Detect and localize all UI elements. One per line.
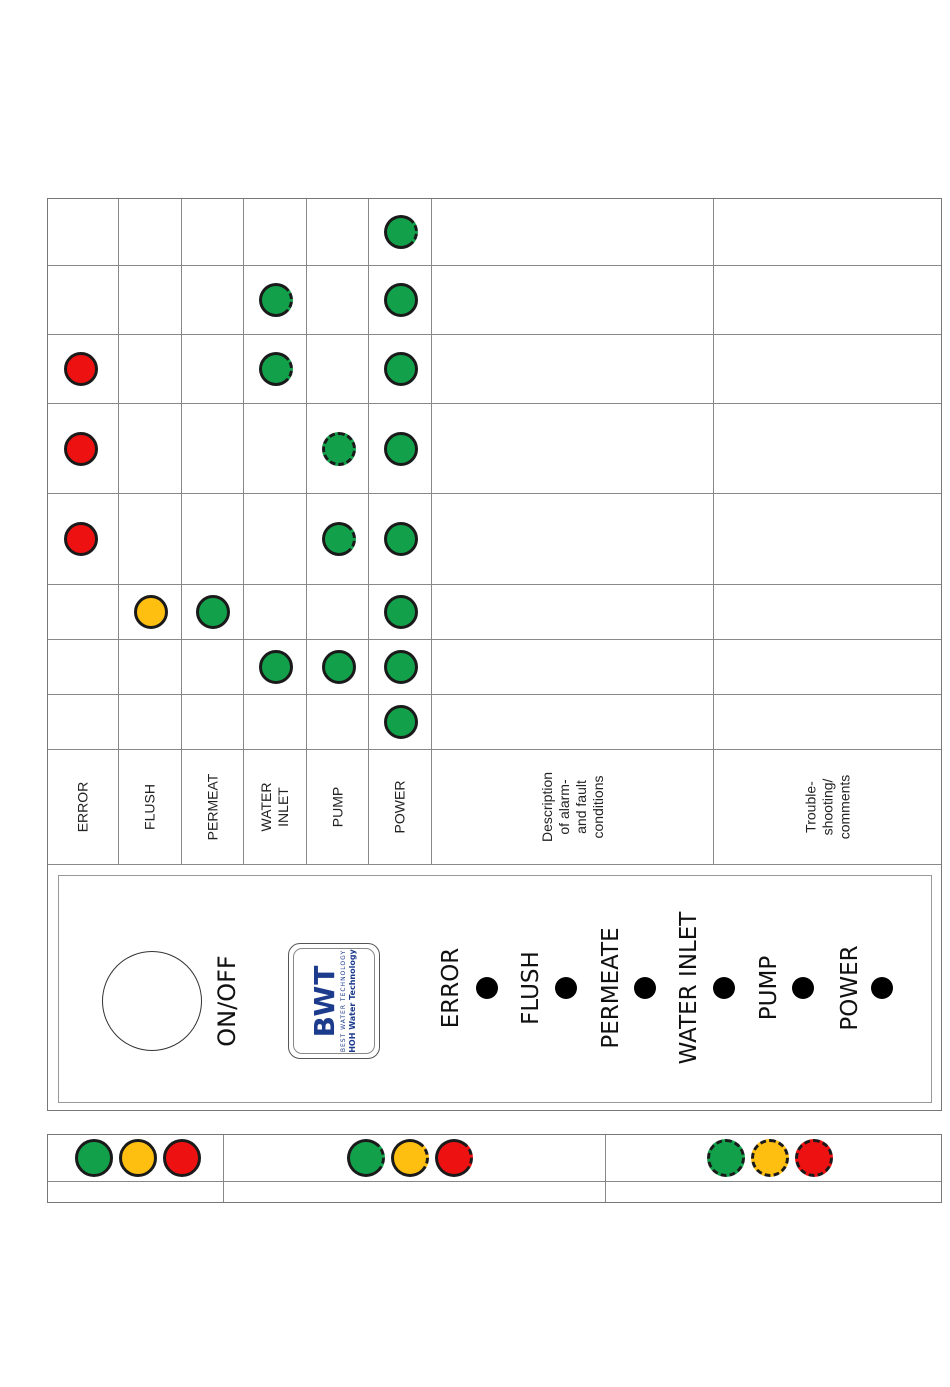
panel-led-error [476,977,498,999]
led-water-inlet-row-3 [259,352,293,386]
led-power-row-1 [384,215,418,249]
panel-label-water-inlet: WATER INLET [676,911,702,1065]
led-power-row-3 [384,352,418,386]
header-pump [307,750,368,864]
led-pump-row-7 [322,650,356,684]
header-troubleshooting [714,750,941,864]
legend-column-divider [223,1135,224,1202]
header-flush [119,750,181,864]
panel-label-permeate: PERMEATE [598,927,624,1049]
row-divider [48,403,941,404]
led-pump-row-4 [322,432,356,466]
legend-led-flashing-yellow [751,1139,789,1177]
led-water-inlet-row-7 [259,650,293,684]
led-error-row-4 [64,432,98,466]
led-error-row-3 [64,352,98,386]
header-permeat-label: PERMEAT [204,773,220,841]
control-panel [58,875,932,1103]
bwt-brand-subtitle: BEST WATER TECHNOLOGY [340,949,347,1053]
led-flush-row-6 [134,595,168,629]
bwt-brand-name: BWT [308,964,341,1038]
panel-label-power: POWER [837,945,863,1031]
legend-led-slow-flashing-green [347,1139,385,1177]
legend-column-divider [605,1135,606,1202]
led-power-row-8 [384,705,418,739]
header-error-label: ERROR [74,781,91,833]
row-divider [48,864,941,865]
panel-led-permeate [634,977,656,999]
header-water-inlet-label: WATER INLET [258,782,291,832]
onoff-button[interactable] [102,951,202,1051]
header-permeat [182,750,243,864]
legend-led-flashing-green [707,1139,745,1177]
legend-led-steady-yellow [119,1139,157,1177]
row-divider [48,584,941,585]
header-water-inlet [244,750,306,864]
led-power-row-5 [384,522,418,556]
header-description-label: Description of alarm- and fault conditions [538,771,606,843]
row-divider [48,334,941,335]
legend-led-slow-flashing-red [435,1139,473,1177]
legend-led-steady-red [163,1139,201,1177]
led-power-row-7 [384,650,418,684]
led-power-row-4 [384,432,418,466]
header-pump-label: PUMP [329,786,345,828]
led-water-inlet-row-2 [259,283,293,317]
row-divider [48,493,941,494]
panel-led-pump [792,977,814,999]
header-power-label: POWER [391,780,408,834]
panel-label-error: ERROR [438,947,464,1029]
bwt-logo [288,943,380,1059]
header-troubleshooting-label: Trouble- shooting/ comments [802,774,852,840]
panel-label-pump: PUMP [756,955,782,1021]
legend-led-slow-flashing-yellow [391,1139,429,1177]
onoff-label: ON/OFF [213,955,241,1047]
row-divider [48,265,941,266]
led-pump-row-5 [322,522,356,556]
row-divider [48,694,941,695]
led-power-row-6 [384,595,418,629]
legend-led-steady-green [75,1139,113,1177]
status-indicator-table [47,198,942,1111]
bwt-brand-tagline: HOH Water Technology [348,949,357,1053]
legend-row-divider [48,1181,941,1182]
legend-led-flashing-red [795,1139,833,1177]
led-legend-table [47,1134,942,1203]
led-error-row-5 [64,522,98,556]
header-error [48,750,118,864]
bwt-logo-text [310,949,358,1053]
panel-led-power [871,977,893,999]
panel-led-flush [555,977,577,999]
header-description [432,750,713,864]
header-flush-label: FLUSH [141,784,158,830]
led-power-row-2 [384,283,418,317]
row-divider [48,639,941,640]
panel-label-flush: FLUSH [518,951,544,1025]
panel-led-water-inlet [713,977,735,999]
header-power [369,750,431,864]
led-permeat-row-6 [196,595,230,629]
